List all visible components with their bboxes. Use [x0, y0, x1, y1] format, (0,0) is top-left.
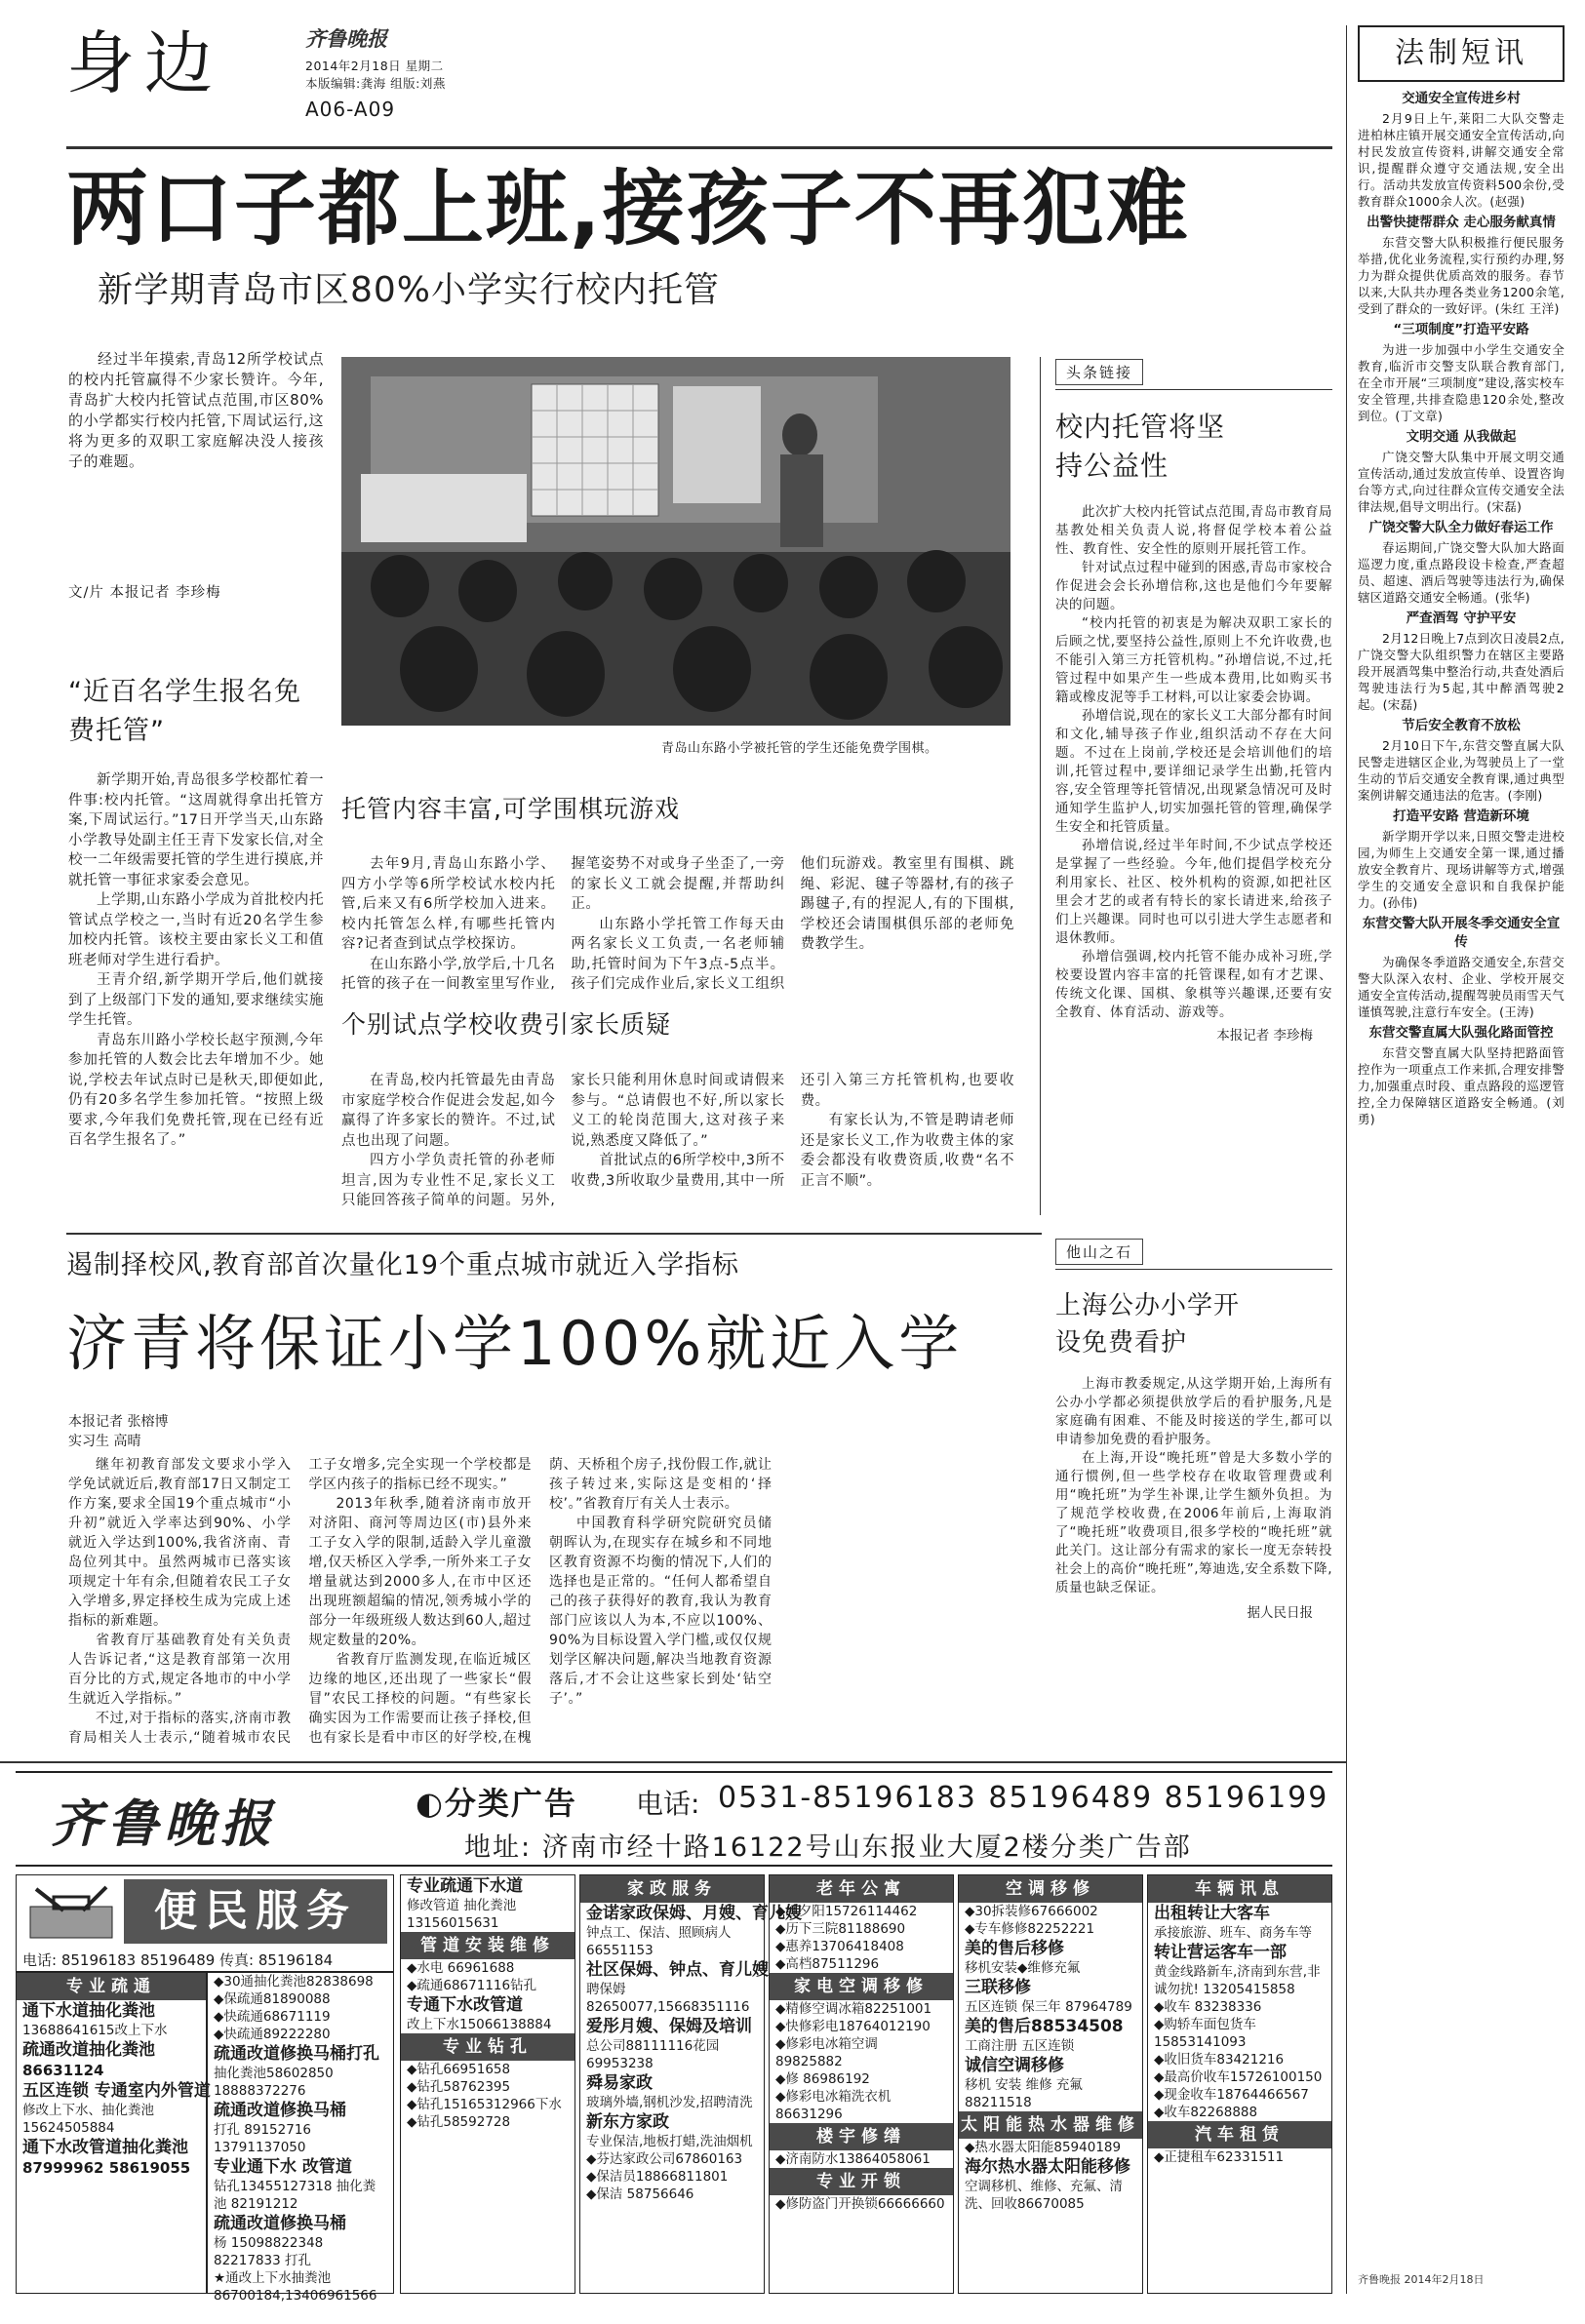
ad-title: 出租转让大客车 [1154, 1904, 1270, 1923]
brief-text: 2月12日晚上7点到次日凌晨2点,广饶交警大队组织警力在辖区主要路段开展酒驾集中整治行动,共查处酒后驾驶违法行为5起,其中醉酒驾驶2起。(宋磊) [1358, 631, 1565, 712]
classroom-photo-illustration [341, 357, 1010, 726]
ad-line: ◆历下三院81188690 [775, 1921, 906, 1937]
ad-phone: 86631124 [22, 2062, 104, 2079]
sub2-body [341, 854, 1014, 1010]
sub2-heading: 托管内容丰富,可学围棋玩游戏 [341, 795, 680, 823]
second-body [68, 1455, 1012, 1748]
briefs-footer: 齐鲁晚报 2014年2月18日 [1358, 2273, 1485, 2286]
briefs-list [1358, 90, 1565, 1127]
ad-line: 移机安装◆维修充氟 [965, 1960, 1081, 1976]
intro-paragraph: 经过半年摸索,青岛12所学校试点的校内托管赢得不少家长赞许。今年,青岛扩大校内托管试点范围,市区80%的小学都实行校内托管,下周试运行,这将为更多的双职工家庭解决没人接孩子的难题。 [68, 350, 324, 470]
ad-line: ◆红夕阳15726114462 [775, 1904, 918, 1919]
column-rule [1040, 357, 1041, 1215]
sidebar2 [1055, 1239, 1332, 1621]
ads-address: 地址: 济南市经十路16122号山东报业大厦2楼分类广告部 [464, 1832, 1192, 1863]
ads-label [416, 1779, 577, 1824]
sub2-paragraph: 在山东路小学,放学后,十几名托管的孩子在一间教室里写作业,握笔姿势不对或身子坐歪了,一旁的家长义工就会提醒,并帮助纠正。 [341, 856, 785, 992]
sidebar1-tag-label: 头条链接 [1055, 359, 1143, 385]
ad-line: ◆钻孔66951658 [407, 2062, 511, 2077]
sidebar2-paragraph: 在上海,开设“晚托班”曾是大多数小学的通行惯例,但一些学校存在收取管理费或利用“晚托班”为学生补课,让学生额外负担。为了规范学校收费,在2006年前后,上海取消了“晚托班”收费项目,很多学校的“晚托班”就此关门。这让部分有需求的家长一度无奈转投社会上的高价“晚托班”,筹迪选,安全系数下降,质量也缺乏保证。 [1055, 1450, 1332, 1595]
ad-line: ◆钻孔15165312966下水 [407, 2097, 562, 2112]
photo-caption: 青岛山东路小学被托管的学生还能免费学围棋。 [661, 741, 938, 756]
section-title: 身边 [66, 23, 222, 103]
ad-line: 玻璃外墙,钢机沙发,招聘清洗 [586, 2095, 753, 2110]
ad-line: ◆30通抽化粪池82838698 [214, 1974, 374, 1989]
ad-line: ◆收车 83238336 [1154, 1999, 1262, 2015]
ad-title: 疏通改道修换马桶 [214, 2101, 346, 2120]
brief-text: 广饶交警大队集中开展文明交通宣传活动,通过发放宣传单、设置咨询台等方式,向过往群众宣传交通安全法律法规,倡导文明出行。(宋磊) [1358, 450, 1565, 514]
ad-line: 抽化粪池58602850 18888372276 [214, 2066, 334, 2099]
ad-line: ◆精修空调冰箱82251001 [775, 2001, 932, 2017]
ad-line: 钻孔13455127318 抽化粪池 82191212 [214, 2179, 376, 2212]
sidebar1-paragraph: “校内托管的初衷是为解决双职工家长的后顾之忧,要坚持公益性,原则上不允许收费,也不能引入第三方托管机构。”孙增信说,不过,托管过程中如果产生一些成本费用,比如购买书籍或橡皮泥等手工材料,可以让家委会协调。 [1055, 615, 1332, 705]
ad-line: ◆修防盗门开换锁66666660 [775, 2196, 945, 2212]
ad-line: 承接旅游、班车、商务车等 [1154, 1925, 1312, 1941]
ad-column [16, 1972, 211, 2294]
ad-line: ◆保疏通81890088 [214, 1991, 331, 2007]
sub1-paragraph: 上学期,山东路小学成为首批校内托管试点学校之一,当时有近20名学生参加校内托管。该校主要由家长义工和值班老师对学生进行看护。 [68, 892, 324, 968]
briefs-title-box [1358, 25, 1565, 82]
ad-category: 空调移修 [959, 1875, 1142, 1903]
ad-title: 舜易家政 [586, 2073, 653, 2093]
brief-text: 为确保冬季道路交通安全,东营交警大队深入农村、企业、学校开展交通安全宣传活动,提醒驾驶员雨雪天气谨慎驾驶,注意行车安全。(王涛) [1358, 955, 1565, 1019]
sub1-paragraph: 王青介绍,新学期开学后,他们就接到了上级部门下发的通知,要求继续实施学生托管。 [68, 972, 324, 1028]
ad-title: 专业通下水 改管道 [214, 2157, 352, 2177]
toolbox-icon [24, 1881, 118, 1942]
banner-title-box [124, 1879, 387, 1944]
ad-line: ◆正捷租车62331511 [1154, 2149, 1285, 2165]
sidebar1-paragraph: 此次扩大校内托管试点范围,青岛市教育局基教处相关负责人说,将督促学校本着公益性、教育性、安全性的原则开展托管工作。 [1055, 504, 1332, 557]
sub3-paragraph: 四方小学负责托管的孙老师坦言,因为专业性不足,家长义工只能回答孩子简单的问题。另外,家长只能利用休息时间或请假来参与。“总请假也不好,所以家长义工的轮岗范围大,这对孩子来说,熟悉度又降低了。” [341, 1073, 785, 1208]
page-range: A06-A09 [305, 98, 396, 121]
sidebar2-tag-label: 他山之石 [1055, 1239, 1143, 1265]
ad-title: 新东方家政 [586, 2112, 669, 2132]
ad-line: 黄金线路新车,济南到东营,非诚勿扰! 13205415858 [1154, 1964, 1321, 1997]
ad-line: ◆修 86986192 [775, 2071, 870, 2087]
ad-line: ◆最高价收车15726100150 [1154, 2069, 1323, 2085]
ad-column [207, 1972, 394, 2304]
ad-category: 专业疏通 [17, 1973, 206, 2000]
second-paragraph: 2013年秋季,随着济南市放开对济阳、商河等周边区(市)县外来工子女入学的限制,适龄入学儿童激增,仅天桥区入学季,一所外来工子女增量就达到2000多人,在市中区还出现班额超编的情况,领秀城小学的部分一年级班级人数达到60人,超过规定数量的20%。 [308, 1496, 532, 1648]
ad-line: 修改上下水、抽化粪池 15624505884 [22, 2103, 154, 2136]
lead-photo [341, 357, 1010, 726]
ad-category: 楼宇修缮 [770, 2123, 953, 2150]
ad-title: 美的售后88534508 [965, 2017, 1124, 2036]
ad-line: ◆热水器太阳能85940189 [965, 2140, 1122, 2155]
ad-title: 疏通改道修换马桶 [214, 2214, 346, 2233]
sidebar2-body [1055, 1375, 1332, 1597]
ad-line: ◆保洁 58756646 [586, 2186, 694, 2202]
ads-header [16, 1771, 1332, 1867]
ad-category: 家政服务 [580, 1875, 764, 1903]
ad-line: ★通改上下水抽粪池 86700184,13406961566 [214, 2270, 377, 2304]
brief-headline: 文明交通 从我做起 [1406, 429, 1517, 445]
lead-byline: 文/片 本报记者 李珍梅 [68, 585, 221, 601]
ad-category: 老年公寓 [770, 1875, 953, 1903]
ad-line: 修改管道 抽化粪池13156015631 [407, 1898, 517, 1931]
sub3-body [341, 1071, 1014, 1217]
ad-title: 社区保姆、钟点、育儿嫂 [586, 1960, 769, 1980]
sidebar1-tag [1055, 359, 1332, 390]
ad-line: ◆芬达家政公司67860163 [586, 2151, 743, 2167]
brief-text: 东营交警直属大队坚持把路面管控作为一项重点工作来抓,合理安排警力,加强重点时段、重点路段的巡逻管控,全力保障辖区道路安全畅通。(刘勇) [1358, 1045, 1565, 1126]
ads-phones: 0531-85196183 85196489 85196199 [718, 1781, 1329, 1815]
sub3-paragraph: 在青岛,校内托管最先由青岛市家庭学校合作促进会发起,如今赢得了许多家长的赞许。不过,试点也出现了问题。 [341, 1073, 556, 1149]
ad-category: 汽车租赁 [1148, 2121, 1331, 2148]
brief-headline: 严查酒驾 守护平安 [1406, 611, 1517, 626]
second-kicker: 遏制择校风,教育部首次量化19个重点城市就近入学指标 [66, 1250, 739, 1280]
sidebar1-paragraph: 孙增信说,现在的家长义工大部分都有时间和文化,辅导孩子作业,组织活动不存在大问题。不过在上岗前,学校还是会培训他们的培训,托管过程中,要详细记录学生出勤,托管内容,安全管理等托管情况,出现紧急情况可及时通知学生监护人,切实加强托管的管理,确保学生安全和托管质量。 [1055, 708, 1332, 835]
ad-line: ◆收车82268888 [1154, 2105, 1258, 2120]
ad-line: ◆专车修修82252221 [965, 1921, 1095, 1937]
ad-title: 三联移修 [965, 1978, 1031, 1997]
sub3-paragraph: 有家长认为,不管是聘请老师还是家长义工,作为收费主体的家委会都没有收费资质,收费“名不正言不顺”。 [800, 1113, 1014, 1189]
lead-intro [68, 349, 324, 472]
sub1-body [68, 770, 324, 1151]
ad-title: 疏通改道修换马桶打孔 [214, 2044, 379, 2064]
second-paragraph: 省教育厅监测发现,在临近城区边缘的地区,还出现了一些家长“假冒”农民工择校的问题。“有些家长确实因为工作需要而让孩子择校,但也有家长是看中市区的好学校,在槐荫、天桥租个房子,找份假工作,就让孩子转过来,实际这是变相的‘择校’。”省教育厅有关人士表示。 [308, 1457, 773, 1746]
sidebar1-paragraph: 针对试点过程中碰到的困惑,青岛市家校合作促进会会长孙增信称,这也是他们今年要解决的问题。 [1055, 560, 1332, 612]
sidebar2-title: 上海公办小学开设免费看护 [1055, 1291, 1241, 1358]
brief-headline: 出警快捷帮群众 走心服务献真情 [1367, 215, 1556, 230]
briefs-divider [1346, 25, 1347, 2294]
second-byline: 本报记者 张榕博 实习生 高晴 [68, 1414, 169, 1449]
brief-headline: 交通安全宣传进乡村 [1402, 91, 1521, 106]
issue-date: 2014年2月18日 星期二 [305, 59, 444, 73]
ads-label-text: 分类广告 [444, 1785, 577, 1822]
ad-column [769, 1874, 954, 2294]
ad-line: 聘保姆82650077,15668351116 [586, 1982, 750, 2015]
masthead [66, 20, 1334, 127]
ad-line: ◆水电 66961688 [407, 1960, 515, 1976]
second-headline: 济青将保证小学100%就近入学 [66, 1308, 964, 1379]
sub1-paragraph: 青岛东川路小学校长赵宇预测,今年参加托管的人数会比去年增加不少。她说,学校去年试点时已是秋天,即便如此,仍有20多名学生参加托管。“按照上级要求,今年我们免费托管,现在已经有近百名学生报名了。” [68, 1032, 324, 1148]
sidebar1 [1055, 359, 1332, 1044]
ad-line: ◆现金收车18764466567 [1154, 2087, 1309, 2103]
ad-title: 专业疏通下水道 [407, 1876, 523, 1896]
ad-line: ◆修彩电冰箱洗衣机 86631296 [775, 2089, 892, 2122]
second-paragraph: 省教育厅基础教育处有关负责人告诉记者,“这是教育部第一次用百分比的方式,规定各地市的中小学生就近入学指标。” [68, 1633, 292, 1707]
briefs-title: 法制短讯 [1395, 36, 1527, 70]
lead-headline: 两口子都上班,接孩子不再犯难 [66, 161, 1190, 256]
ad-category: 管道安装维修 [401, 1932, 575, 1959]
ad-line: 改上下水15066138884 [407, 2017, 552, 2032]
ad-line: 移机 安装 维修 充氟 88211518 [965, 2077, 1083, 2110]
ad-line: ◆收旧货车83421216 [1154, 2052, 1285, 2068]
ad-line: 专业保洁,地板打蜡,洗油烟机 [586, 2134, 753, 2149]
sidebar1-paragraph: 孙增信说,经过半年时间,不少试点学校还是掌握了一些经验。今年,他们提倡学校充分利用家长、社区、校外机构的资源,如把社区里会才艺的或者有特长的家长请进来,给孩子们上兴趣课。同时也可以引进大学生志愿者和退休教师。 [1055, 838, 1332, 946]
ad-title: 疏通改道抽化粪池 [22, 2040, 155, 2060]
ad-line: 13688641615改上下水 [22, 2023, 168, 2038]
sub2-paragraph: 去年9月,青岛山东路小学、四方小学等6所学校试水校内托管,后来又有6所学校加入进来。校内托管怎么样,有哪些托管内容?记者查到试点学校探访。 [341, 856, 556, 952]
brief-text: 新学期开学以来,日照交警走进校园,为师生上交通安全第一课,通过播放安全教育片、现场讲解等方式,增强学生的交通安全意识和自我保护能力。(孙伟) [1358, 829, 1565, 910]
ad-line: 总公司88111116花园69953238 [586, 2038, 720, 2071]
banner-title: 便民服务 [154, 1886, 357, 1936]
ad-line: 五区连锁 保三年 87964789 [965, 1999, 1132, 2015]
ad-line: 空调移机、维修、充氟、清洗、回收86670085 [965, 2179, 1123, 2212]
brief-headline: 东营交警直属大队强化路面管控 [1368, 1025, 1554, 1041]
editors-line: 本版编辑:龚海 组版:刘燕 [305, 76, 446, 91]
section-rule [66, 1233, 1042, 1235]
banner-contact: 电话: 85196183 85196489 传真: 85196184 [22, 1951, 334, 1969]
ad-title: 爱彤月嫂、保姆及培训 [586, 2017, 752, 2036]
ad-line: ◆30拆装修67666002 [965, 1904, 1098, 1919]
sub1-heading: “近百名学生报名免费托管” [68, 677, 301, 746]
brief-headline: 节后安全教育不放松 [1402, 718, 1521, 733]
brief-headline: 打造平安路 营造新环境 [1393, 808, 1529, 824]
ad-category: 家电空调移修 [770, 1973, 953, 2000]
ad-title: 五区连锁 专通室内外管道 [22, 2081, 211, 2101]
ad-title: 海尔热水器太阳能移修 [965, 2157, 1130, 2177]
ads-banner [16, 1874, 394, 1972]
sidebar1-paragraph: 孙增信强调,校内托管不能办成补习班,学校要设置内容丰富的托管课程,如有才艺课、传统文化课、国棋、象棋等兴趣课,还要有安全教育、体育活动、游戏等。 [1055, 949, 1332, 1020]
lead-subhead: 新学期青岛市区80%小学实行校内托管 [98, 270, 721, 310]
ad-title: 转让营运客车一部 [1154, 1943, 1287, 1962]
ads-top-rule [0, 1761, 1346, 1763]
sidebar1-title: 校内托管将坚持公益性 [1055, 411, 1226, 482]
ad-line: 钟点工、保洁、照顾病人66551153 [586, 1925, 732, 1958]
sub1-paragraph: 新学期开始,青岛很多学校都忙着一件事:校内托管。“这周就得拿出托管方案,下周试运行。”17日开学当天,山东路小学教导处副主任王青下发家长信,对全校一二年级需要托管的学生进行摸底,并就托管一事征求家委会意见。 [68, 772, 324, 888]
ad-line: ◆高档87511296 [775, 1956, 880, 1972]
ad-category: 专业开锁 [770, 2168, 953, 2195]
ad-title: 金诺家政保姆、月嫂、育儿嫂 [586, 1904, 802, 1923]
ad-title: 诚信空调移修 [965, 2056, 1064, 2075]
ad-line: ◆钻孔58762395 [407, 2079, 511, 2095]
sub3-paragraph: 首批试点的6所学校中,3所不收费,3所收取少量费用,其中一所还引入第三方托管机构,也要收费。 [571, 1073, 1014, 1189]
ad-line: ◆济南防水13864058061 [775, 2151, 931, 2167]
ad-line: 打孔 89152716 13791137050 [214, 2122, 312, 2155]
brief-headline: 东营交警大队开展冬季交通安全宣传 [1362, 916, 1561, 950]
ad-line: 工商注册 五区连锁 [965, 2038, 1075, 2054]
ad-line: ◆疏通68671116钻孔 [407, 1978, 537, 1993]
brief-text: 为进一步加强中小学生交通安全教育,临沂市交警支队联合教育部门,在全市开展“三项制度”建设,落实校车安全管理,共排查隐患120余处,整改到位。(丁文章) [1358, 342, 1565, 423]
brief-text: 2月9日上午,莱阳二大队交警走进柏林庄镇开展交通安全宣传活动,向村民发放宣传资料,讲解交通安全常识,提醒群众遵守交通法规,安全出行。活动共发放宣传资料500余份,受教育群众1000余人次。(赵强) [1358, 111, 1565, 209]
ads-phone-label: 电话: [636, 1788, 700, 1820]
ad-column [1147, 1874, 1332, 2294]
paper-logo: 齐鲁晚报 [305, 26, 387, 51]
ad-line: ◆钻孔58592728 [407, 2114, 511, 2130]
ad-line: ◆快疏通68671119 [214, 2009, 331, 2025]
ad-title: 通下水改管道抽化粪池 [22, 2138, 188, 2157]
sub3-heading: 个别试点学校收费引家长质疑 [341, 1010, 672, 1039]
sidebar2-byline: 据人民日报 [1247, 1605, 1313, 1621]
ads-label-icon: ◐ [416, 1785, 445, 1822]
briefs-column [1358, 25, 1565, 2293]
brief-headline: “三项制度”打造平安路 [1393, 322, 1529, 337]
ad-category: 太阳能热水器维修 [959, 2111, 1142, 2139]
ad-category: 车辆讯息 [1148, 1875, 1331, 1903]
ad-line: ◆保洁员18866811801 [586, 2169, 729, 2185]
sidebar2-tag [1055, 1239, 1332, 1270]
sidebar1-body [1055, 503, 1332, 1022]
ad-category: 专业钻孔 [401, 2033, 575, 2061]
ad-title: 美的售后移修 [965, 1939, 1064, 1958]
second-paragraph: 不过,对于指标的落实,济南市教育局相关人士表示,“随着城市农民工子女增多,完全实现一个学校都是学区内孩子的指标已经不现实。” [68, 1457, 532, 1746]
ad-line: ◆修彩电冰箱空调 89825882 [775, 2036, 878, 2069]
ad-title: 通下水道抽化粪池 [22, 2001, 155, 2021]
brief-headline: 广饶交警大队全力做好春运工作 [1368, 520, 1554, 535]
masthead-rule [66, 146, 1332, 149]
brief-text: 东营交警大队积极推行便民服务举措,优化业务流程,实行预约办理,努力为群众提供优质高效的服务。春节以来,大队共办理各类业务1200余笔,受到了群众的一致好评。(朱红 王洋) [1358, 235, 1565, 316]
brief-text: 春运期间,广饶交警大队加大路面巡逻力度,重点路段设卡检查,严查超员、超速、酒后驾驶等违法行为,确保辖区道路交通安全畅通。(张华) [1358, 540, 1565, 605]
ad-line: ◆快修彩电18764012190 [775, 2019, 931, 2034]
sidebar2-paragraph: 上海市教委规定,从这学期开始,上海所有公办小学都必须提供放学后的看护服务,凡是家庭确有困难、不能及时接送的学生,都可以申请参加免费的看护服务。 [1055, 1376, 1332, 1447]
second-paragraph: 继年初教育部发文要求小学入学免试就近后,教育部17日又制定工作方案,要求全国19个重点城市“小升初”就近入学率达到90%、小学就近入学达到100%,我省济南、青岛位列其中。虽然两城市已落实该项规定十年有余,但随着农民工子女入学增多,界定择校生成为完成上述指标的新难题。 [68, 1457, 292, 1629]
ad-line: ◆购轿车面包货车 15853141093 [1154, 2017, 1256, 2050]
brief-text: 2月10日下午,东营交警直属大队民警走进辖区企业,为驾驶员上了一堂生动的节后交通安全教育课,通过典型案例讲解交通违法的危害。(李刚) [1358, 738, 1565, 803]
sidebar1-byline: 本报记者 李珍梅 [1216, 1028, 1313, 1044]
sub2-paragraph: 山东路小学托管工作每天由两名家长义工负责,一名老师辅助,托管时间为下午3点-5点半。孩子们完成作业后,家长义工组织他们玩游戏。教室里有围棋、跳绳、彩泥、毽子等器材,有的孩子踢毽子,有的捏泥人,有的下围棋,学校还会请围棋俱乐部的老师免费教学生。 [571, 856, 1014, 992]
ad-line: ◆惠养13706418408 [775, 1939, 904, 1954]
second-paragraph: 中国教育科学研究院研究员储朝晖认为,在现实存在城乡和不同地区教育资源不均衡的情况下,人们的选择也是正常的。“任何人都希望自己的孩子获得好的教育,我认为教育部门应该以人为本,不应以100%、90%为目标设置入学门槛,或仅仅规划学区解决问题,解决当地教育资源落后,才不会让这些家长到处‘钻空子’。” [549, 1516, 773, 1707]
ad-column [400, 1874, 575, 2294]
ad-title: 专通下水改管道 [407, 1995, 523, 2015]
ad-line: 杨 15098822348 82217833 打孔 [214, 2235, 324, 2268]
ad-line: ◆快疏通89222280 [214, 2027, 331, 2042]
ad-phone: 87999962 58619055 [22, 2159, 191, 2177]
ad-column [958, 1874, 1143, 2294]
ads-brand-logo: 齐鲁晚报 [51, 1794, 278, 1854]
ad-column [579, 1874, 802, 2294]
